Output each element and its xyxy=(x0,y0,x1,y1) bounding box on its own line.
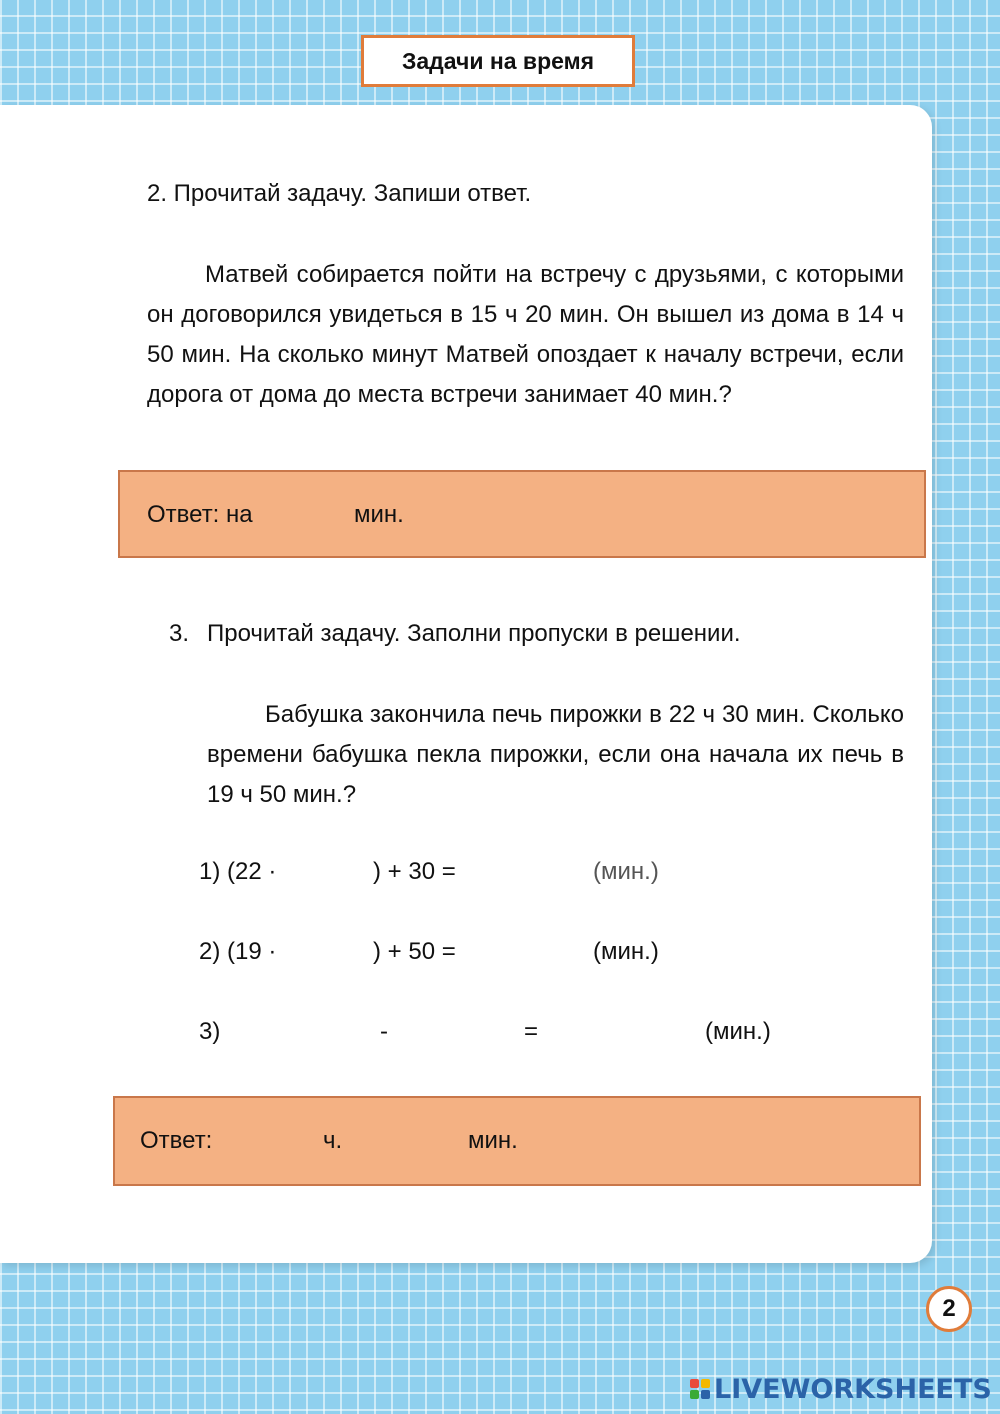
task3-heading: Прочитай задачу. Заполни пропуски в решении. xyxy=(207,620,741,647)
step3-minus: - xyxy=(380,1018,388,1045)
solution-step-2 xyxy=(0,938,1000,970)
task2-answer-prefix: Ответ: на xyxy=(147,501,253,528)
solution-step-3 xyxy=(0,1018,1000,1050)
step1-middle: ) + 30 = xyxy=(373,858,456,885)
step3-unit: (мин.) xyxy=(705,1018,771,1045)
task3-answer-hours: ч. xyxy=(323,1127,343,1154)
task2-heading: 2. Прочитай задачу. Запиши ответ. xyxy=(147,180,532,207)
page-number xyxy=(926,1286,972,1332)
liveworksheets-logo xyxy=(690,1373,992,1405)
task3-text: Бабушка закончила печь пирожки в 22 ч 30 мин. Сколько времени бабушка пекла пирожки, если она начала их печь в 19 ч 50 мин.? xyxy=(207,701,904,808)
task3-number: 3. xyxy=(169,620,190,647)
page-title-text: Задачи на время xyxy=(401,47,595,74)
step2-middle: ) + 50 = xyxy=(373,938,456,965)
step1-unit: (мин.) xyxy=(593,858,659,885)
page-number-text: 2 xyxy=(942,1295,956,1322)
task2-answer-unit: мин. xyxy=(354,501,404,528)
solution-step-1 xyxy=(0,858,1000,890)
task3-answer-prefix: Ответ: xyxy=(140,1127,213,1154)
task2-answer-bar xyxy=(118,470,926,558)
step2-unit: (мин.) xyxy=(593,938,659,965)
brand-name: LIVEWORKSHEETS xyxy=(714,1373,992,1405)
step3-left: 3) xyxy=(199,1018,221,1045)
page-title xyxy=(361,35,635,87)
liveworksheets-icon xyxy=(690,1379,710,1399)
task3-answer-minutes: мин. xyxy=(468,1127,518,1154)
task2-text: Матвей собирается пойти на встречу с друзьями, с которыми он договорился увидеться в 15 ч 20 мин. Он вышел из дома в 14 ч 50 мин. На сколько минут Матвей опоздает к началу встречи, если дорога от дома до места встречи занимает 40 мин.? xyxy=(147,261,904,408)
step3-equals: = xyxy=(524,1018,539,1045)
step2-left: 2) (19 · xyxy=(199,938,277,965)
step1-left: 1) (22 · xyxy=(199,858,277,885)
task3-answer-bar xyxy=(113,1096,921,1186)
